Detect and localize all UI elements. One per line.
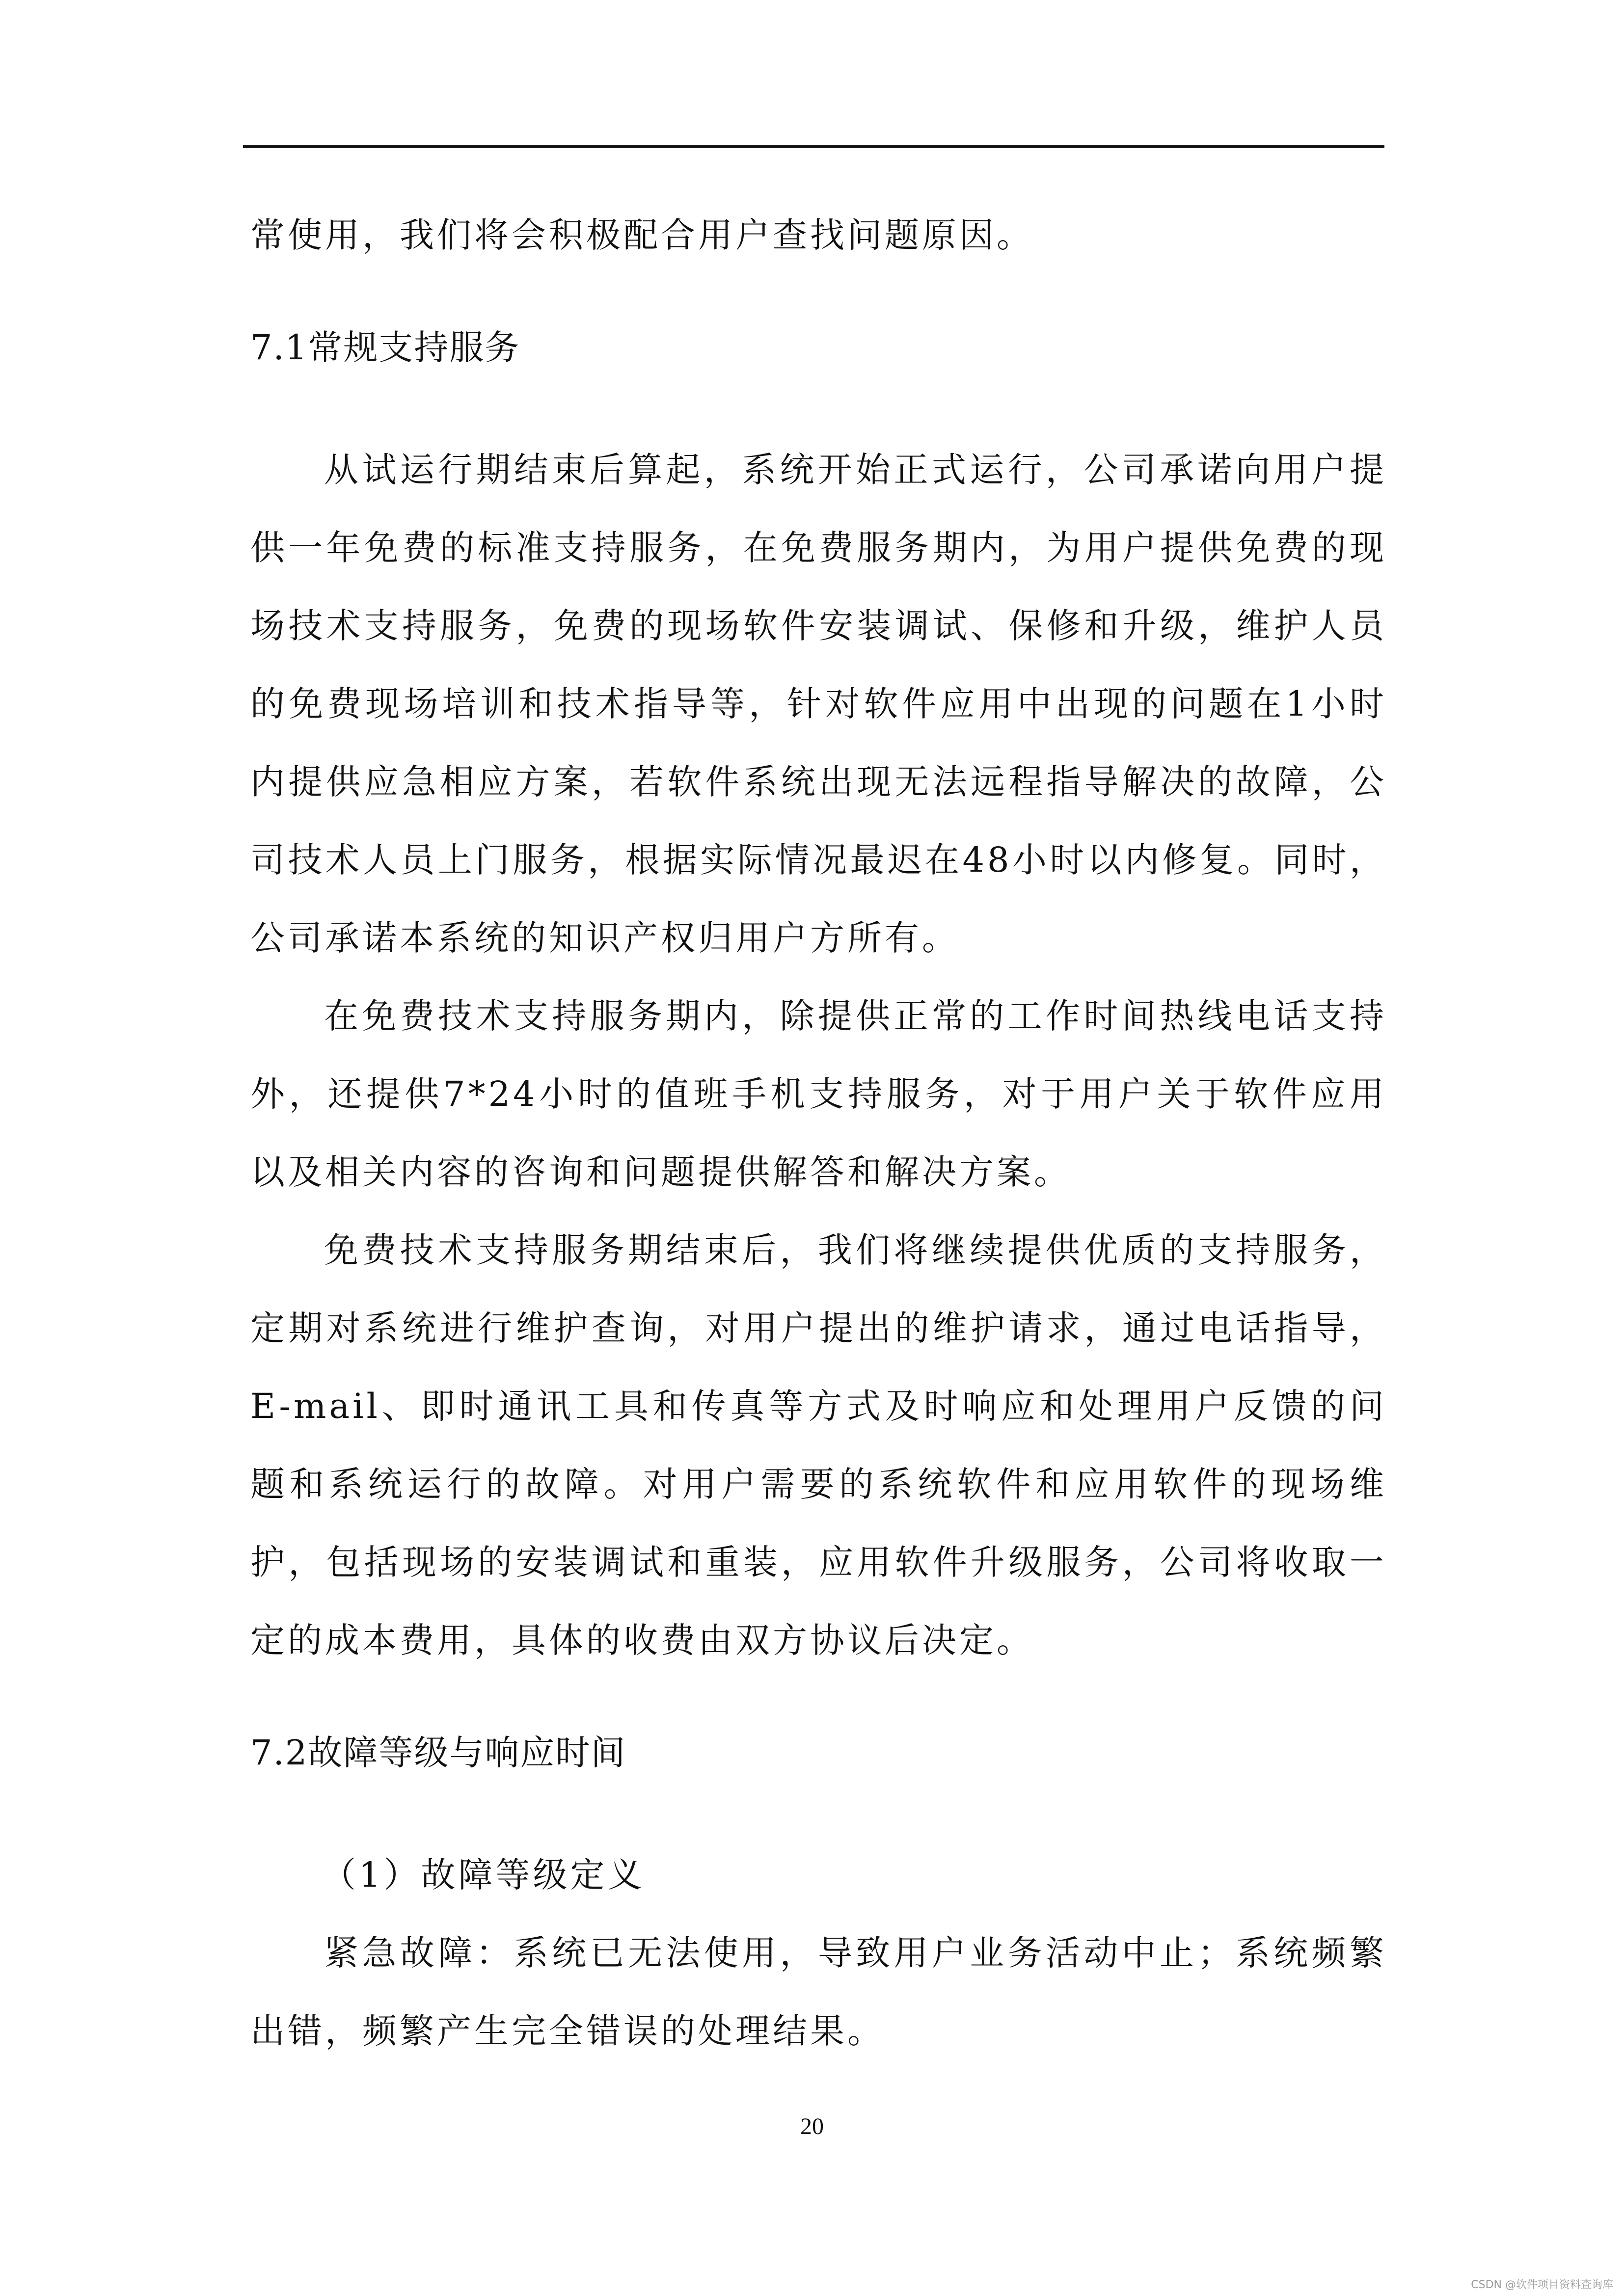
document-body	[250, 196, 1387, 2070]
section-7-1-paragraph-3: 免费技术支持服务期结束后，我们将继续提供优质的支持服务，定期对系统进行维护查询，对用户提出的维护请求，通过电话指导，E-mail、即时通讯工具和传真等方式及时响应和处理用户反馈的问题和系统运行的故障。对用户需要的系统软件和应用软件的现场维护，包括现场的安装调试和重装，应用软件升级服务，公司将收取一定的成本费用，具体的收费由双方协议后决定。	[250, 1230, 1387, 1660]
watermark: CSDN @软件项目资料查询库	[1471, 2279, 1613, 2291]
page-number: 20	[800, 2113, 824, 2139]
section-7-1-paragraph-1: 从试运行期结束后算起，系统开始正式运行，公司承诺向用户提供一年免费的标准支持服务，在免费服务期内，为用户提供免费的现场技术支持服务，免费的现场软件安装调试、保修和升级，维护人员的免费现场培训和技术指导等，针对软件应用中出现的问题在1小时内提供应急相应方案，若软件系统出现无法远程指导解决的故障，公司技术人员上门服务，根据实际情况最迟在48小时以内修复。同时，公司承诺本系统的知识产权归用户方所有。	[250, 450, 1387, 958]
section-7-2-paragraph-1: 紧急故障：系统已无法使用，导致用户业务活动中止；系统频繁出错，频繁产生完全错误的处理结果。	[250, 1933, 1387, 2051]
intro-line: 常使用，我们将会积极配合用户查找问题原因。	[250, 215, 1034, 255]
section-7-1-paragraph-2: 在免费技术支持服务期内，除提供正常的工作时间热线电话支持外，还提供7*24小时的值班手机支持服务，对于用户关于软件应用以及相关内容的咨询和问题提供解答和解决方案。	[250, 996, 1387, 1192]
section-7-1-title: 7.1常规支持服务	[250, 327, 520, 368]
section-7-2-title: 7.2故障等级与响应时间	[250, 1733, 626, 1773]
fault-level-subheading: （1）故障等级定义	[322, 1855, 645, 1895]
header-rule	[243, 145, 1384, 148]
